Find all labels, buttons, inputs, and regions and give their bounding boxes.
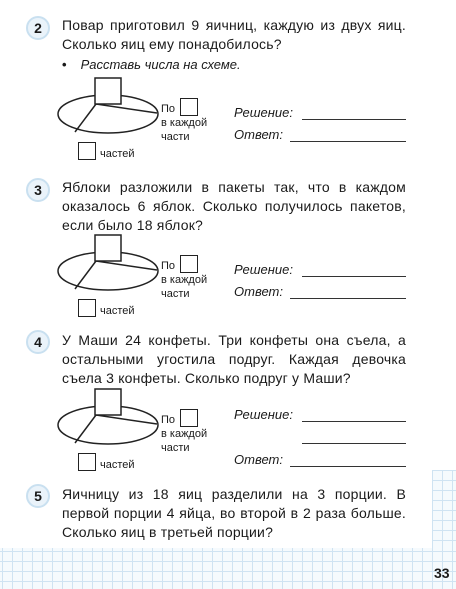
task-text: Яблоки разложили в пакеты так, что в каждом оказалось 6 яблок. Сколько получилось пакетов, если было 18 яблок? bbox=[62, 179, 406, 233]
answer-label: Ответ: bbox=[234, 284, 283, 299]
grid-background-side bbox=[432, 470, 456, 550]
part-label: части bbox=[161, 442, 190, 454]
po-label: По bbox=[161, 103, 176, 115]
parts-count-box[interactable] bbox=[78, 142, 96, 160]
division-scheme bbox=[0, 76, 230, 166]
po-label: По bbox=[161, 414, 176, 426]
task-text: У Маши 24 конфеты. Три конфеты она съела, а остальными угостила подруг. Каждая девочка съела 3 конфеты. Сколько подруг у Маши? bbox=[62, 332, 406, 386]
grid-background bbox=[0, 548, 456, 589]
division-scheme bbox=[0, 233, 230, 323]
parts-label: частей bbox=[100, 305, 135, 317]
task-number-badge: 4 bbox=[26, 330, 50, 354]
parts-count-box[interactable] bbox=[78, 299, 96, 317]
answer-label: Ответ: bbox=[234, 452, 283, 467]
bullet-icon: • bbox=[62, 57, 67, 72]
instruction-text: Расставь числа на схеме. bbox=[80, 57, 241, 72]
instruction bbox=[62, 57, 241, 72]
each-part-label: в каждой bbox=[161, 428, 208, 440]
solution-line-2[interactable] bbox=[302, 443, 406, 444]
answer-line[interactable] bbox=[290, 141, 406, 142]
task-text: Повар приготовил 9 яичниц, каждую из двух яиц. Сколько яиц ему понадобилось? bbox=[62, 17, 406, 52]
task-number-badge: 3 bbox=[26, 178, 50, 202]
parts-label: частей bbox=[100, 459, 135, 471]
solution-line[interactable] bbox=[302, 276, 406, 277]
solution-label: Решение: bbox=[234, 262, 294, 277]
po-label: По bbox=[161, 260, 176, 272]
task-text: Яичницу из 18 яиц разделили на 3 порции. В первой порции 4 яйца, во второй в 2 раза больше. Сколько яиц в третьей порции? bbox=[62, 486, 406, 540]
solution-line[interactable] bbox=[302, 119, 406, 120]
per-part-box[interactable] bbox=[180, 409, 198, 427]
answer-label: Ответ: bbox=[234, 127, 283, 142]
task-number-badge: 5 bbox=[26, 484, 50, 508]
part-label: части bbox=[161, 288, 190, 300]
page-number: 33 bbox=[434, 565, 450, 581]
parts-count-box[interactable] bbox=[78, 453, 96, 471]
task-number-badge: 2 bbox=[26, 16, 50, 40]
parts-label: частей bbox=[100, 148, 135, 160]
answer-line[interactable] bbox=[290, 466, 406, 467]
each-part-label: в каждой bbox=[161, 274, 208, 286]
each-part-label: в каждой bbox=[161, 117, 208, 129]
solution-line[interactable] bbox=[302, 421, 406, 422]
per-part-box[interactable] bbox=[180, 255, 198, 273]
solution-label: Решение: bbox=[234, 105, 294, 120]
division-scheme bbox=[0, 387, 230, 477]
answer-line[interactable] bbox=[290, 298, 406, 299]
per-part-box[interactable] bbox=[180, 98, 198, 116]
solution-label: Решение: bbox=[234, 407, 294, 422]
part-label: части bbox=[161, 131, 190, 143]
